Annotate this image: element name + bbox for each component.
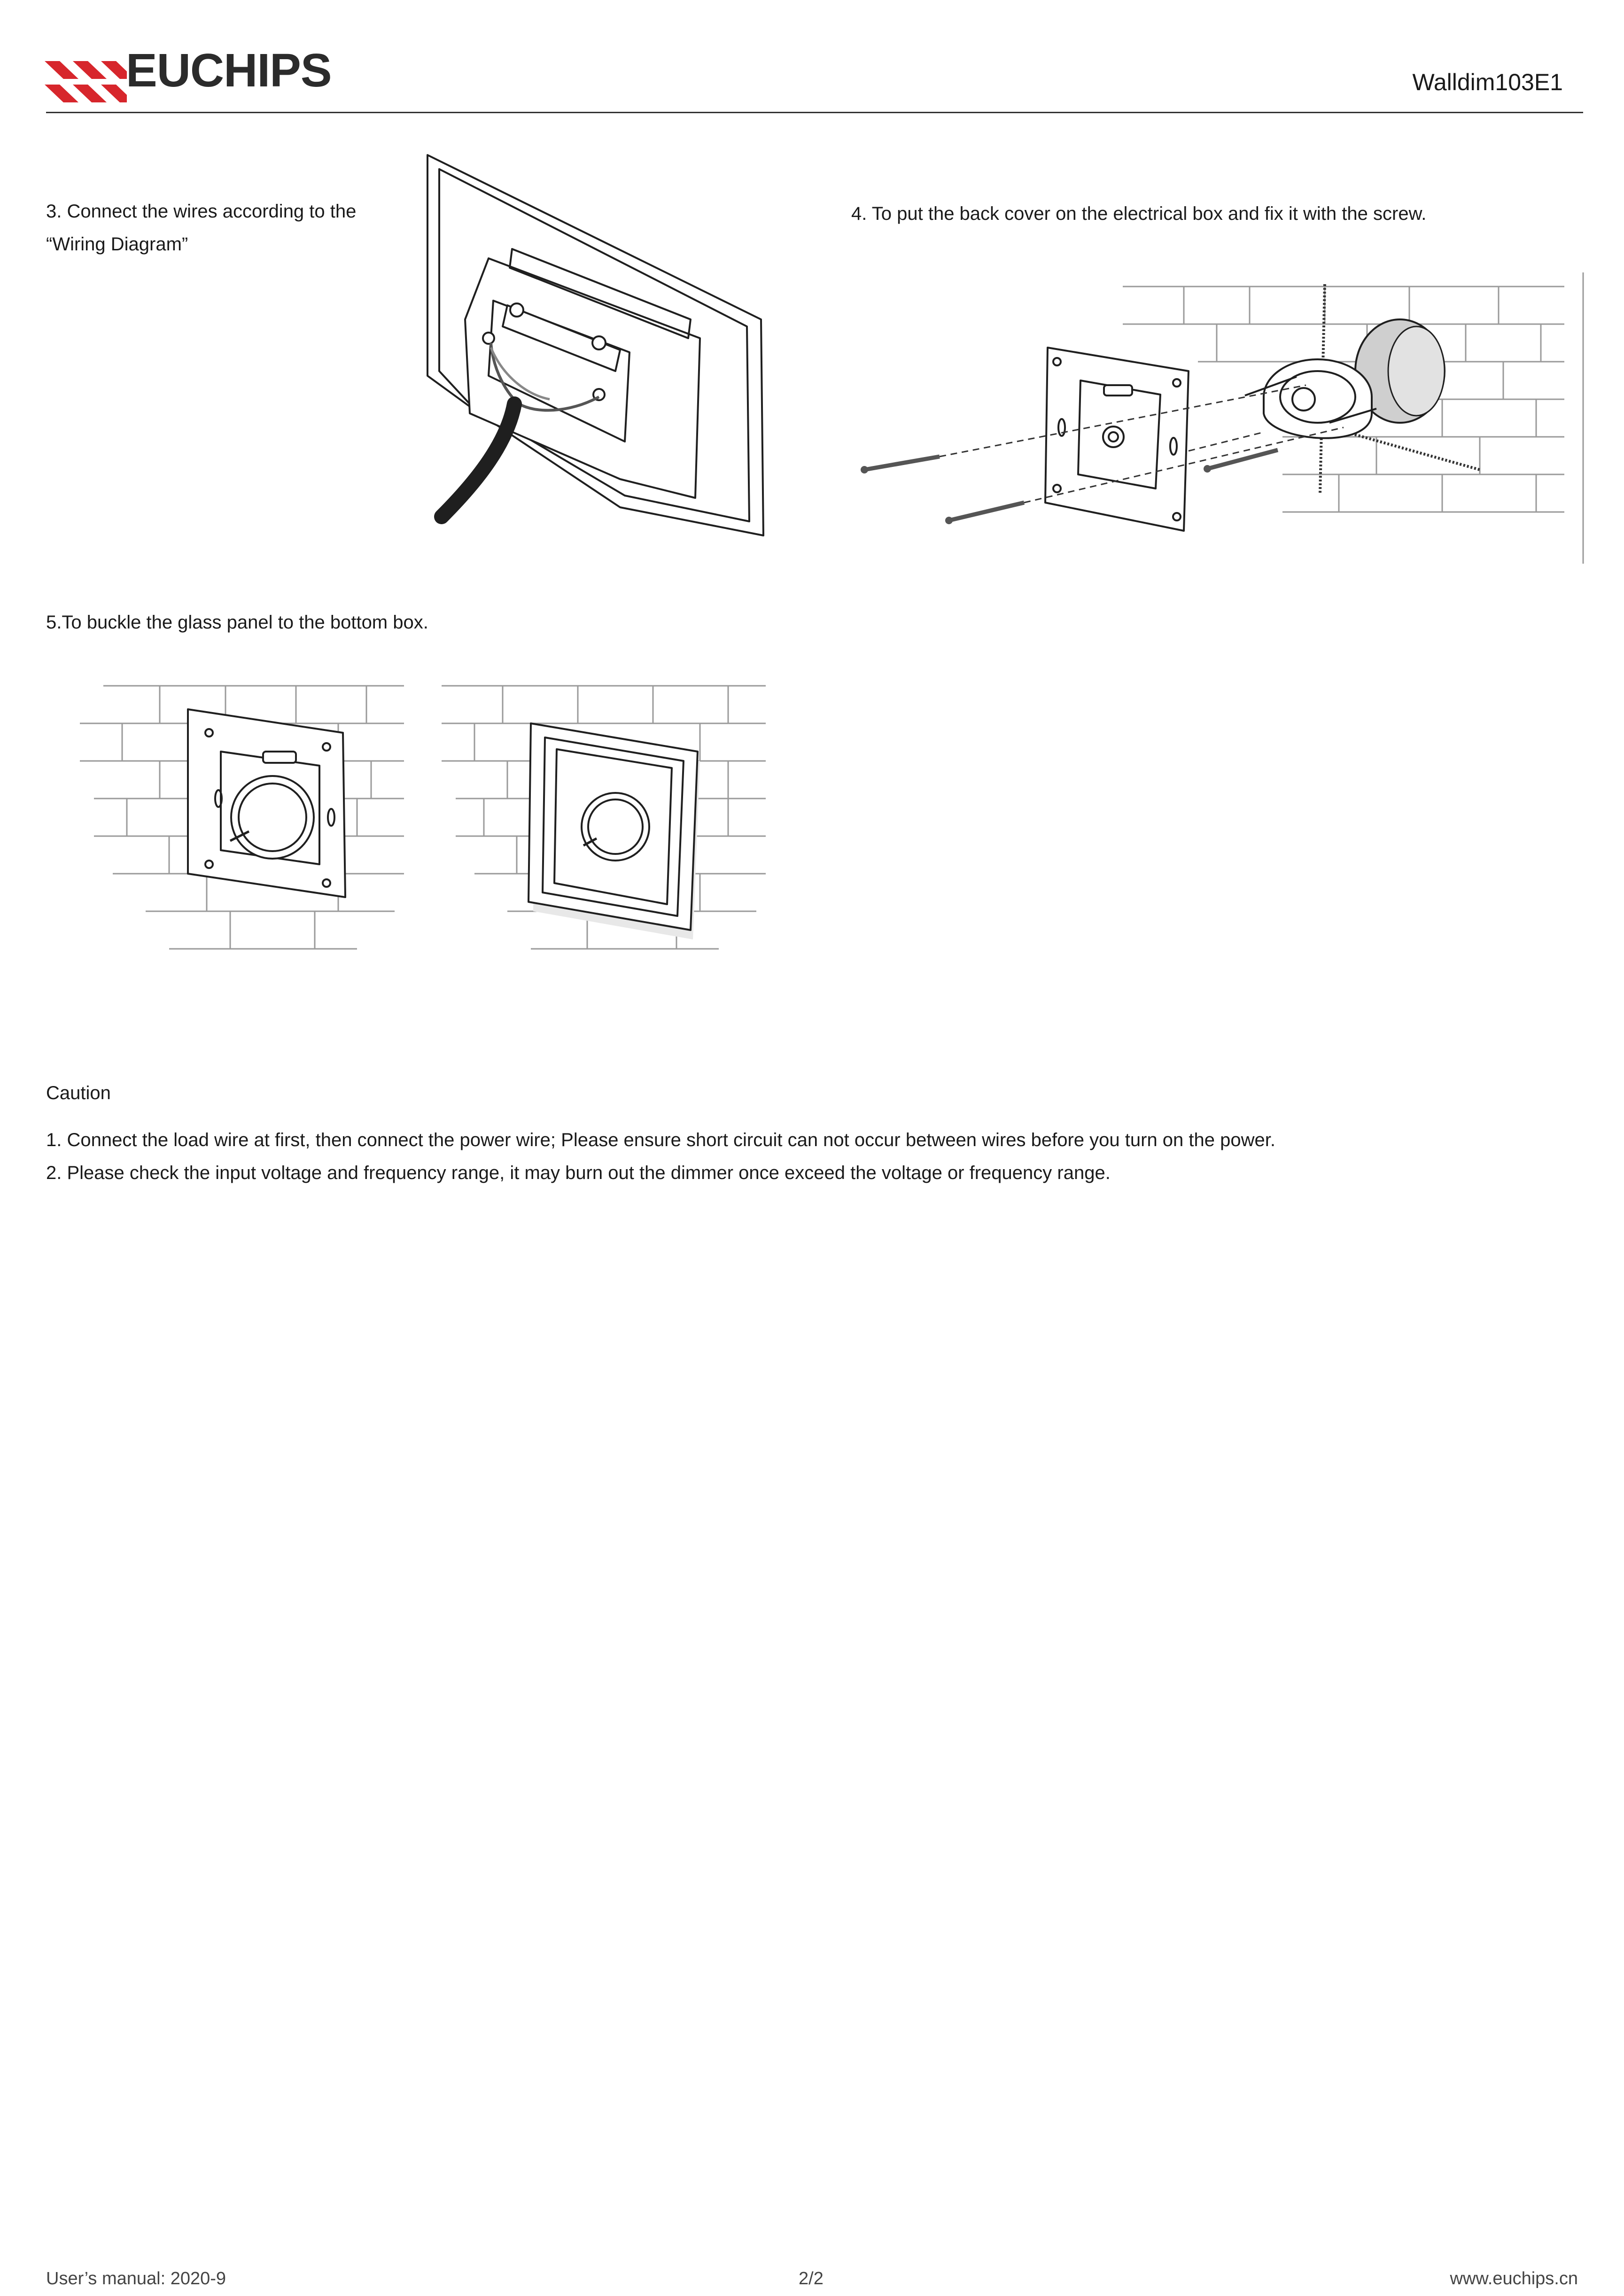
step-4-text: 4. To put the back cover on the electrical box and fix it with the screw. bbox=[851, 203, 1427, 224]
brand-name: EUCHIPS bbox=[126, 44, 332, 97]
glass-panel-illustration bbox=[437, 676, 775, 968]
caution-item-1: 1. Connect the load wire at first, then connect the power wire; Please ensure short circuit can not occur between wires before you turn on the power. bbox=[46, 1130, 1275, 1150]
mounting-bracket bbox=[1045, 348, 1189, 531]
step-3-line-2: “Wiring Diagram” bbox=[46, 234, 188, 255]
header-divider bbox=[46, 112, 1583, 113]
model-number: Walldim103E1 bbox=[1412, 69, 1563, 95]
footer-website-link[interactable]: www.euchips.cn bbox=[1450, 2269, 1578, 2288]
caution-title: Caution bbox=[46, 1083, 111, 1103]
dimmer-on-wall-illustration bbox=[75, 676, 413, 968]
wiring-illustration bbox=[413, 150, 827, 545]
caution-item-2: 2. Please check the input voltage and frequency range, it may burn out the dimmer once exceed the voltage or frequency range. bbox=[46, 1163, 1111, 1183]
step-3-line-1: 3. Connect the wires according to the bbox=[46, 201, 357, 222]
footer-page-number: 2/2 bbox=[799, 2269, 824, 2288]
euchips-logo-icon bbox=[45, 55, 127, 102]
mounting-illustration bbox=[860, 272, 1593, 564]
footer-manual-date: User’s manual: 2020-9 bbox=[46, 2269, 226, 2288]
step-5-text: 5.To buckle the glass panel to the bottom box. bbox=[46, 612, 428, 633]
electrical-box bbox=[1245, 359, 1376, 438]
step-3-text bbox=[46, 195, 356, 261]
